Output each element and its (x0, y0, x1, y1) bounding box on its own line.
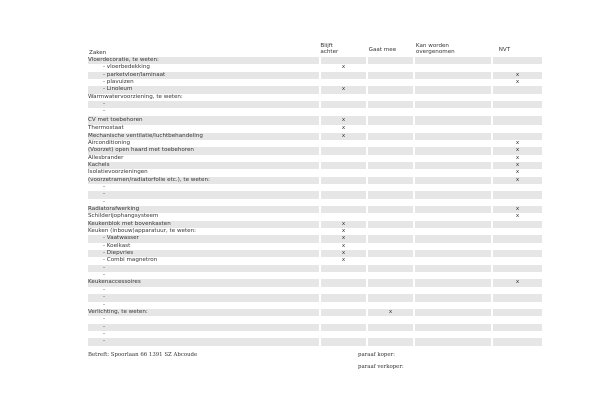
table-row (88, 140, 542, 147)
header-item: Zaken (89, 50, 107, 57)
check-mark-na: x (493, 206, 542, 213)
table-row (88, 169, 542, 176)
cell-goes (368, 125, 413, 132)
table-row (88, 228, 542, 235)
cell-stays (321, 108, 366, 115)
cell-takeover (415, 279, 491, 286)
cell-stays (321, 79, 366, 86)
cell-na (493, 272, 542, 279)
row-label: - (103, 330, 106, 337)
cell-goes (368, 86, 413, 93)
row-label: Allesbrander (88, 154, 124, 161)
check-mark-na: x (493, 279, 542, 286)
cell-goes (368, 191, 413, 198)
row-label: - parketvloer/laminaat (88, 72, 319, 79)
cell-goes (368, 57, 413, 64)
row-label: - (103, 108, 106, 115)
cell-takeover (415, 79, 491, 86)
cell-na (493, 86, 542, 93)
cell-takeover (415, 169, 491, 176)
check-mark-na: x (515, 169, 520, 176)
cell-stays (321, 302, 366, 309)
cell-goes (368, 272, 413, 279)
cell-na (493, 64, 542, 71)
header-takeover-line1: Kan worden (415, 43, 449, 49)
cell-stays (321, 316, 366, 323)
cell-goes (368, 94, 413, 101)
table-row (88, 162, 542, 169)
cell-goes (368, 140, 413, 147)
footer-subject: Betreft: Spoorlaan 66 1391 SZ Abcoude (88, 352, 198, 358)
cell-goes (368, 279, 413, 286)
cell-goes (368, 72, 413, 79)
cell-takeover (415, 57, 491, 64)
cell-stays (321, 72, 366, 79)
cell-na (493, 228, 542, 235)
inventory-list (88, 44, 542, 346)
cell-goes (368, 133, 413, 140)
cell-na (493, 309, 542, 316)
cell-stays (321, 57, 366, 64)
header-takeover-line2: overgenomen (415, 48, 455, 55)
check-mark-stays: x (341, 257, 346, 264)
cell-goes (368, 287, 413, 294)
cell-takeover (415, 72, 491, 79)
cell-takeover (415, 331, 491, 338)
cell-goes (368, 302, 413, 309)
header-stays (318, 44, 365, 57)
check-mark-na: x (515, 154, 520, 161)
cell-takeover (415, 235, 491, 242)
footer-buyer-initials: paraaf koper: (358, 352, 395, 358)
table-row (88, 57, 542, 64)
cell-stays (321, 309, 366, 316)
row-label: (Voorzet) open haard met toebehoren (88, 147, 319, 154)
cell-na (493, 184, 542, 191)
cell-stays (321, 265, 366, 272)
cell-goes (368, 228, 413, 235)
cell-stays (321, 140, 366, 147)
check-mark-stays: x (321, 221, 366, 228)
cell-na (493, 338, 542, 345)
check-mark-stays: x (321, 235, 366, 242)
cell-takeover (415, 221, 491, 228)
cell-takeover (415, 94, 491, 101)
cell-takeover (415, 316, 491, 323)
cell-goes (368, 206, 413, 213)
cell-goes (368, 101, 413, 108)
header-stays-line2: achter (320, 48, 339, 55)
cell-stays (321, 206, 366, 213)
header-na: NVT (498, 46, 511, 53)
table-row (88, 191, 542, 198)
row-label: Schilderijophangsysteem (88, 213, 159, 220)
cell-stays (321, 294, 366, 301)
cell-takeover (415, 243, 491, 250)
table-row (88, 331, 542, 338)
row-label: Keukenaccessoires (88, 279, 319, 286)
header-goes: Gaat mee (368, 46, 397, 53)
cell-na (493, 94, 542, 101)
cell-stays (321, 147, 366, 154)
cell-na (493, 221, 542, 228)
cell-takeover (415, 116, 491, 126)
check-mark-na: x (515, 213, 520, 220)
cell-stays (321, 94, 366, 101)
cell-goes (368, 316, 413, 323)
row-label: Vloerdecoratie, te weten: (88, 57, 319, 64)
table-row (88, 94, 542, 101)
cell-na (493, 257, 542, 264)
footer-seller-initials: paraaf verkoper: (358, 364, 404, 370)
row-label: - (103, 198, 106, 205)
cell-goes (368, 294, 413, 301)
row-label: - (88, 338, 319, 345)
cell-na (493, 116, 542, 126)
table-row (88, 108, 542, 115)
check-mark-na: x (493, 147, 542, 154)
cell-goes (368, 199, 413, 206)
table-row (88, 265, 542, 272)
row-label: Keukenblok met bovenkasten (88, 221, 319, 228)
table-row (88, 235, 542, 242)
cell-na (493, 108, 542, 115)
cell-stays (321, 169, 366, 176)
cell-goes (368, 177, 413, 184)
cell-na (493, 287, 542, 294)
cell-goes (368, 155, 413, 162)
table-row (88, 250, 542, 257)
cell-stays (321, 279, 366, 286)
table-row (88, 309, 542, 316)
check-mark-stays: x (341, 242, 346, 249)
table-row (88, 294, 542, 301)
cell-takeover (415, 272, 491, 279)
cell-goes (368, 147, 413, 154)
cell-na (493, 316, 542, 323)
cell-takeover (415, 228, 491, 235)
table-row (88, 177, 542, 184)
table-row (88, 221, 542, 228)
cell-na (493, 101, 542, 108)
table-row (88, 206, 542, 213)
cell-takeover (415, 140, 491, 147)
cell-stays (321, 213, 366, 220)
table-row (88, 72, 542, 79)
cell-na (493, 191, 542, 198)
row-label: Kachels (88, 162, 319, 169)
check-mark-stays: x (321, 133, 366, 140)
table-row (88, 213, 542, 220)
row-label: - (88, 101, 319, 108)
cell-na (493, 250, 542, 257)
cell-goes (368, 213, 413, 220)
cell-goes (368, 338, 413, 345)
row-label: - Koelkast (103, 242, 131, 249)
check-mark-na: x (493, 162, 542, 169)
check-mark-stays: x (321, 250, 366, 257)
row-label: - plavuizen (103, 79, 134, 86)
row-label: - (88, 324, 319, 331)
check-mark-na: x (515, 139, 520, 146)
cell-takeover (415, 250, 491, 257)
check-mark-stays: x (341, 64, 346, 71)
table-row (88, 338, 542, 345)
cell-takeover (415, 108, 491, 115)
cell-goes (368, 331, 413, 338)
cell-na (493, 199, 542, 206)
cell-goes (368, 79, 413, 86)
cell-takeover (415, 86, 491, 93)
row-label: - (103, 316, 106, 323)
row-label: - (88, 294, 319, 301)
table-row (88, 133, 542, 140)
table-row (88, 257, 542, 264)
check-mark-na: x (515, 79, 520, 86)
cell-goes (368, 169, 413, 176)
table-header (88, 44, 542, 57)
table-row (88, 302, 542, 309)
table-row (88, 116, 542, 126)
row-label: - (88, 191, 319, 198)
cell-takeover (415, 302, 491, 309)
cell-na (493, 125, 542, 132)
check-mark-stays: x (341, 228, 346, 235)
cell-na (493, 331, 542, 338)
cell-takeover (415, 206, 491, 213)
table-row (88, 155, 542, 162)
row-label: - Linoleum (88, 86, 319, 93)
cell-takeover (415, 294, 491, 301)
cell-na (493, 57, 542, 64)
header-stays-line1: Blijft (320, 43, 333, 49)
cell-takeover (415, 147, 491, 154)
row-label: Thermostaat (88, 125, 124, 132)
cell-takeover (415, 199, 491, 206)
table-row (88, 199, 542, 206)
cell-goes (368, 265, 413, 272)
check-mark-goes: x (368, 309, 413, 316)
check-mark-na: x (493, 72, 542, 79)
cell-takeover (415, 133, 491, 140)
cell-takeover (415, 125, 491, 132)
cell-goes (368, 324, 413, 331)
cell-takeover (415, 64, 491, 71)
header-takeover (414, 44, 493, 57)
cell-takeover (415, 184, 491, 191)
row-label: (voorzetramen/radiatorfolie etc.), te weten: (88, 177, 319, 184)
table-row (88, 125, 542, 132)
cell-takeover (415, 324, 491, 331)
cell-na (493, 324, 542, 331)
row-label: - (88, 265, 319, 272)
cell-goes (368, 116, 413, 126)
cell-stays (321, 338, 366, 345)
cell-stays (321, 162, 366, 169)
check-mark-na: x (493, 177, 542, 184)
check-mark-stays: x (341, 125, 346, 132)
row-label: - Diepvries (88, 250, 319, 257)
cell-takeover (415, 338, 491, 345)
table-row (88, 79, 542, 86)
row-label: Mechanische ventilatie/luchtbehandeling (88, 133, 319, 140)
cell-goes (368, 235, 413, 242)
table-row (88, 64, 542, 71)
cell-stays (321, 101, 366, 108)
cell-goes (368, 257, 413, 264)
cell-takeover (415, 191, 491, 198)
cell-goes (368, 250, 413, 257)
row-label: - Combi magnetron (103, 257, 158, 264)
table-row (88, 243, 542, 250)
row-label: - (103, 286, 106, 293)
check-mark-stays: x (321, 116, 366, 126)
cell-takeover (415, 162, 491, 169)
check-mark-stays: x (321, 86, 366, 93)
row-label: - (103, 184, 106, 190)
table-row (88, 316, 542, 323)
table-row (88, 272, 542, 279)
cell-stays (321, 199, 366, 206)
cell-stays (321, 155, 366, 162)
row-label: Airconditioning (88, 139, 131, 146)
table-body (88, 57, 542, 346)
table-row (88, 279, 542, 286)
cell-goes (368, 108, 413, 115)
row-label: Isolatievoorzieningen (88, 169, 148, 176)
table-row (88, 287, 542, 294)
table-row (88, 101, 542, 108)
cell-na (493, 265, 542, 272)
cell-takeover (415, 213, 491, 220)
cell-goes (368, 162, 413, 169)
row-label: - vloerbedekking (103, 64, 150, 71)
row-label: - (103, 301, 106, 308)
row-label: CV met toebehoren (88, 116, 319, 126)
cell-takeover (415, 155, 491, 162)
cell-na (493, 243, 542, 250)
row-label: Radiatorafwerking (88, 206, 319, 213)
cell-takeover (415, 177, 491, 184)
cell-stays (321, 324, 366, 331)
table-row (88, 86, 542, 93)
cell-na (493, 235, 542, 242)
cell-stays (321, 272, 366, 279)
cell-stays (321, 184, 366, 191)
cell-goes (368, 243, 413, 250)
table-row (88, 324, 542, 331)
cell-stays (321, 287, 366, 294)
cell-na (493, 302, 542, 309)
row-label: Warmwatervoorziening, te weten: (88, 93, 183, 100)
cell-na (493, 133, 542, 140)
cell-goes (368, 64, 413, 71)
cell-stays (321, 191, 366, 198)
table-row (88, 184, 542, 191)
cell-goes (368, 221, 413, 228)
cell-takeover (415, 101, 491, 108)
table-row (88, 147, 542, 154)
cell-na (493, 294, 542, 301)
row-label: - Vaatwasser (88, 235, 319, 242)
cell-goes (368, 184, 413, 191)
cell-takeover (415, 265, 491, 272)
cell-stays (321, 331, 366, 338)
row-label: Keuken (inbouw)apparatuur, te weten: (88, 228, 197, 235)
cell-takeover (415, 257, 491, 264)
cell-stays (321, 177, 366, 184)
cell-takeover (415, 309, 491, 316)
row-label: - (103, 272, 106, 279)
row-label: Verlichting, te weten: (88, 309, 319, 316)
cell-takeover (415, 287, 491, 294)
